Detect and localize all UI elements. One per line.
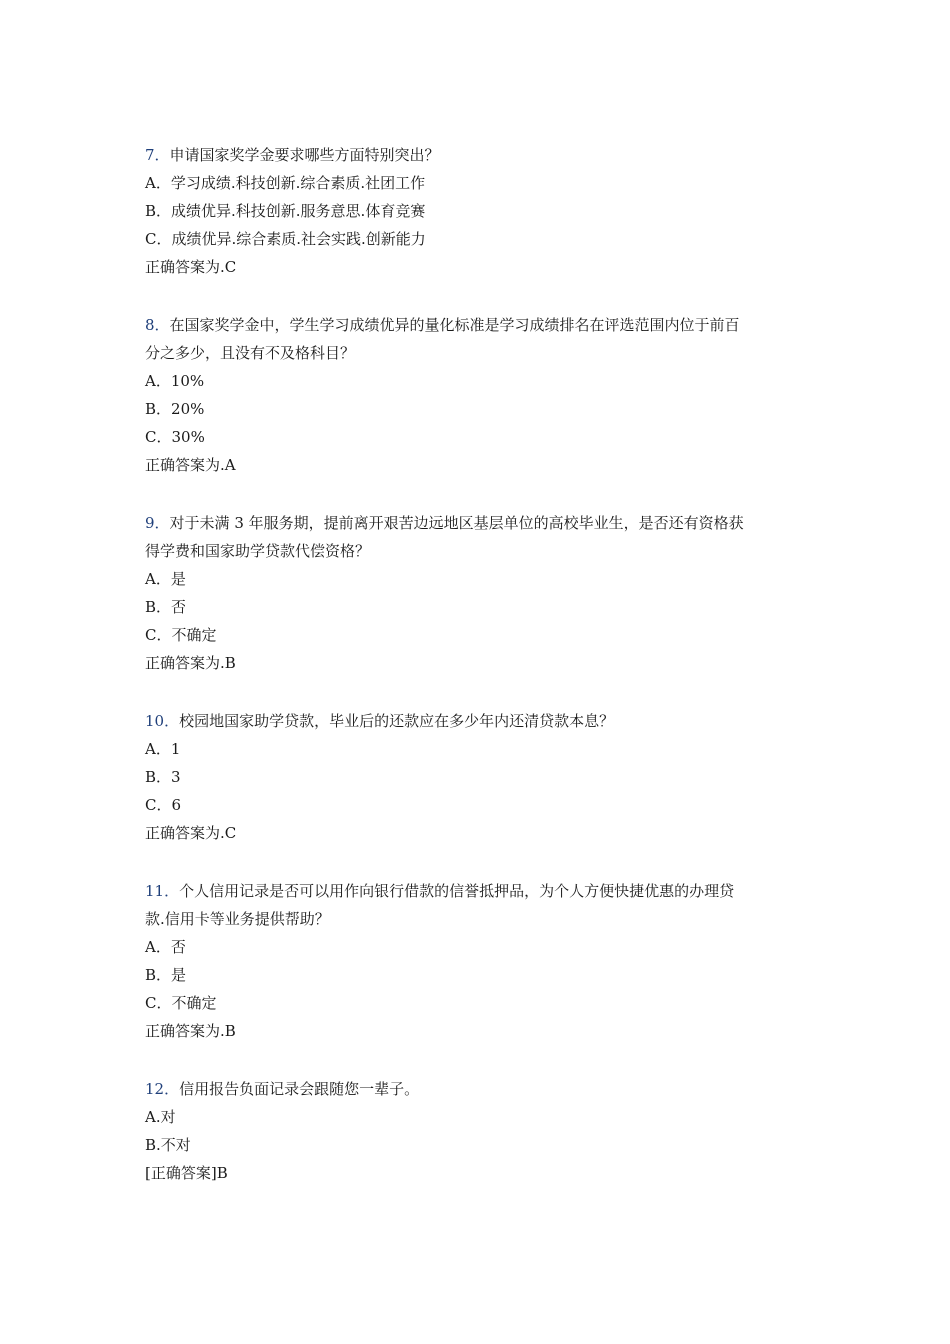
question-number: 9． — [145, 514, 170, 532]
option-b: B．是 — [145, 966, 187, 984]
option-b: B．3 — [145, 768, 181, 786]
question-11-text — [145, 880, 734, 902]
question-line: 对于未满 3 年服务期，提前离开艰苦边远地区基层单位的高校毕业生，是否还有资格获 — [169, 514, 744, 532]
option-a: A．学习成绩.科技创新.综合素质.社团工作 — [145, 174, 426, 192]
option-a: A．是 — [145, 570, 186, 588]
option-a: A．10% — [145, 372, 205, 390]
question-line: 申请国家奖学金要求哪些方面特别突出？ — [169, 146, 440, 164]
question-number: 12． — [145, 1080, 180, 1098]
question-8-text — [145, 314, 740, 336]
option-c: C．不确定 — [145, 994, 217, 1012]
question-line-continued: 款.信用卡等业务提供帮助？ — [145, 910, 330, 928]
answer-line: 正确答案为.C — [145, 824, 237, 842]
answer-line: 正确答案为.B — [145, 1022, 236, 1040]
option-b: B．20% — [145, 400, 205, 418]
option-a: A.对 — [145, 1108, 176, 1126]
question-line: 个人信用记录是否可以用作向银行借款的信誉抵押品，为个人方便快捷优惠的办理贷 — [179, 882, 735, 900]
question-number: 8． — [145, 316, 170, 334]
question-10-text — [145, 710, 614, 732]
option-a: A．1 — [145, 740, 181, 758]
option-b: B．否 — [145, 598, 187, 616]
option-c: C．不确定 — [145, 626, 217, 644]
question-line-continued: 分之多少，且没有不及格科目？ — [145, 344, 356, 362]
answer-line: 正确答案为.A — [145, 456, 236, 474]
question-number: 10． — [145, 712, 180, 730]
question-12-text — [145, 1078, 419, 1100]
question-line: 在国家奖学金中，学生学习成绩优异的量化标准是学习成绩排名在评选范围内位于前百 — [169, 316, 740, 334]
option-c: C．成绩优异.综合素质.社会实践.创新能力 — [145, 230, 426, 248]
question-line-continued: 得学费和国家助学贷款代偿资格？ — [145, 542, 371, 560]
question-line: 信用报告负面记录会跟随您一辈子。 — [179, 1080, 420, 1098]
question-7-text — [145, 144, 440, 166]
answer-line: 正确答案为.C — [145, 258, 237, 276]
option-c: C．30% — [145, 428, 205, 446]
option-a: A．否 — [145, 938, 186, 956]
answer-line: [正确答案]B — [145, 1164, 228, 1182]
option-c: C．6 — [145, 796, 182, 814]
question-line: 校园地国家助学贷款，毕业后的还款应在多少年内还清贷款本息？ — [179, 712, 615, 730]
question-number: 11． — [145, 882, 180, 900]
option-b: B.不对 — [145, 1136, 191, 1154]
option-b: B．成绩优异.科技创新.服务意思.体育竞赛 — [145, 202, 426, 220]
question-number: 7． — [145, 146, 170, 164]
question-9-text — [145, 512, 744, 534]
answer-line: 正确答案为.B — [145, 654, 236, 672]
